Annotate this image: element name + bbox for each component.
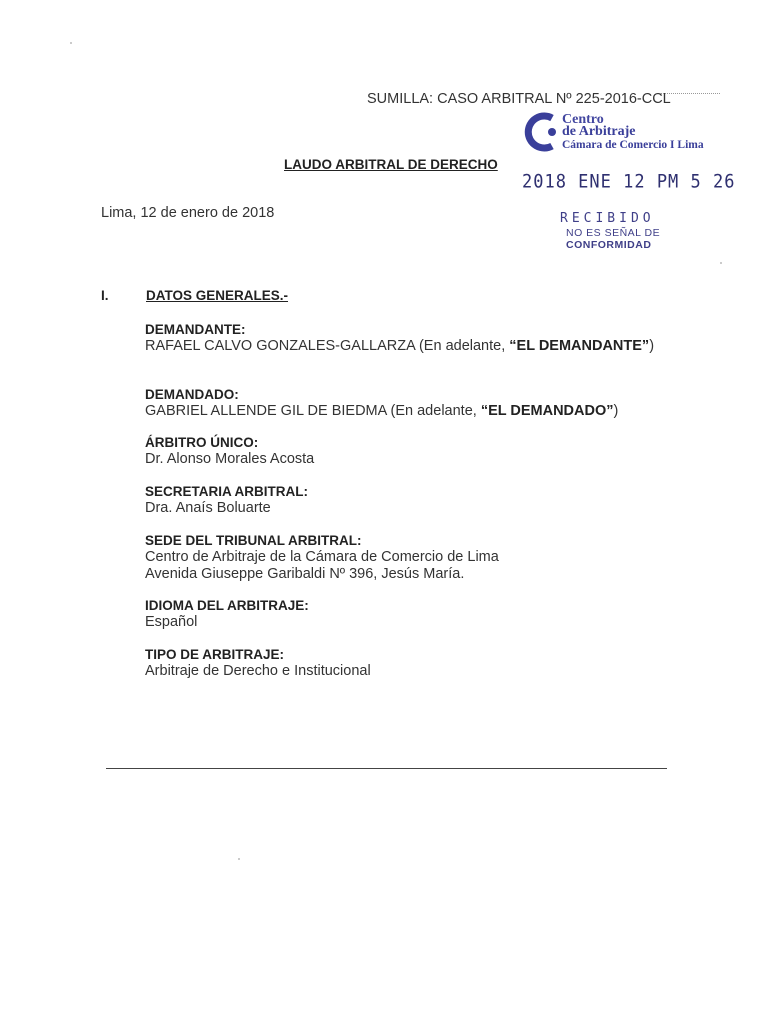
stamp-received: RECIBIDO	[560, 211, 655, 226]
field-value	[145, 403, 618, 420]
field-value	[145, 338, 654, 355]
party-prefix: (En adelante,	[414, 338, 510, 354]
stamp-line-centro: Centro	[562, 112, 604, 127]
field-value: Dra. Anaís Boluarte	[145, 500, 271, 516]
stamp-note-line1: NO ES SEÑAL DE	[566, 227, 661, 239]
field-label: ÁRBITRO ÚNICO:	[145, 435, 259, 450]
party-suffix: )	[649, 338, 655, 354]
field-value-line2: Avenida Giuseppe Garibaldi Nº 396, Jesús María.	[145, 566, 465, 582]
party-name: GABRIEL ALLENDE GIL DE BIEDMA	[145, 403, 387, 419]
scan-speck	[70, 42, 72, 44]
document-title: LAUDO ARBITRAL DE DERECHO	[284, 157, 498, 172]
field-tipo	[145, 646, 371, 680]
field-label: DEMANDADO:	[145, 387, 239, 402]
field-idioma	[145, 597, 309, 631]
field-value: Dr. Alonso Morales Acosta	[145, 451, 315, 467]
field-label: DEMANDANTE:	[145, 322, 246, 337]
stamp-line-arbitraje: de Arbitraje	[562, 124, 636, 139]
document-date: Lima, 12 de enero de 2018	[101, 205, 275, 221]
party-name: RAFAEL CALVO GONZALES-GALLARZA	[145, 338, 415, 354]
party-alias: “EL DEMANDADO”	[480, 403, 614, 419]
dotted-divider	[660, 93, 720, 94]
ccl-logo-icon	[522, 110, 562, 154]
section-title: DATOS GENERALES.-	[146, 288, 289, 303]
field-label: SECRETARIA ARBITRAL:	[145, 484, 308, 499]
field-sede	[145, 532, 499, 583]
case-summary: SUMILLA: CASO ARBITRAL Nº 225-2016-CCL	[367, 91, 671, 107]
scan-speck	[720, 262, 722, 264]
field-secretaria	[145, 483, 308, 517]
field-arbitro	[145, 434, 314, 468]
party-alias: “EL DEMANDANTE”	[509, 338, 650, 354]
field-label: TIPO DE ARBITRAJE:	[145, 647, 285, 662]
reception-stamp-logo	[522, 110, 712, 160]
field-label: SEDE DEL TRIBUNAL ARBITRAL:	[145, 533, 362, 548]
scan-speck	[238, 858, 240, 860]
field-value-line1: Centro de Arbitraje de la Cámara de Comercio de Lima	[145, 549, 499, 565]
field-label: IDIOMA DEL ARBITRAJE:	[145, 598, 309, 613]
stamp-note-line2: CONFORMIDAD	[566, 239, 652, 251]
field-value: Español	[145, 614, 198, 630]
field-demandante	[145, 321, 654, 355]
party-prefix: (En adelante,	[386, 403, 481, 419]
field-demandado	[145, 386, 618, 420]
footer-rule	[106, 768, 667, 769]
stamp-datetime: 2018 ENE 12 PM 5 26	[522, 171, 736, 193]
party-suffix: )	[613, 403, 619, 419]
field-value: Arbitraje de Derecho e Institucional	[145, 663, 371, 679]
section-number: I.	[101, 288, 109, 303]
stamp-line-camara: Cámara de Comercio I Lima	[562, 139, 704, 151]
